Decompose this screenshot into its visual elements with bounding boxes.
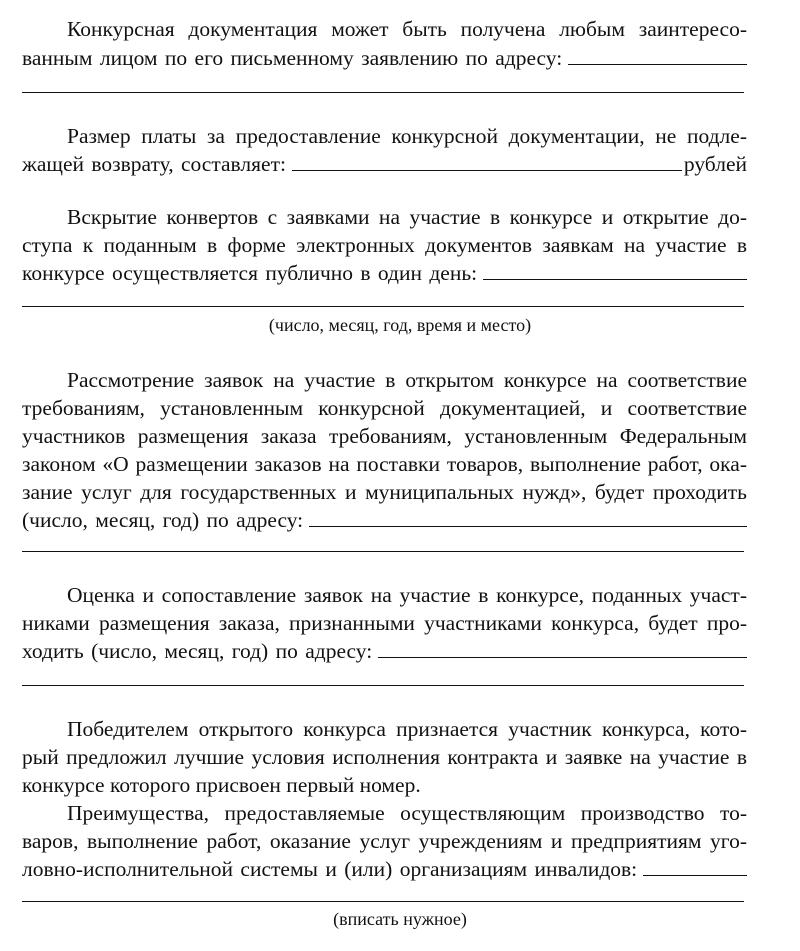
p5-line3-text: ходить (число, месяц, год) по адресу: — [22, 639, 373, 663]
p6-line2: рый предложил лучшие условия исполнения контракта и заявке на участие в — [22, 745, 747, 769]
review-address-blank[interactable] — [309, 508, 747, 527]
p2-line2 — [22, 151, 747, 177]
p7-line2: варов, выполнение работ, оказание услуг учреждениям и предприятиям уго- — [22, 829, 747, 853]
fee-blank[interactable] — [292, 152, 682, 171]
opening-date-blank[interactable] — [483, 261, 747, 280]
p2-rubles: рублей — [683, 152, 747, 176]
p6-line1: Победителем открытого конкурса признается участник конкурса, кото- — [67, 717, 747, 741]
p4-line1: Рассмотрение заявок на участие в открытом конкурсе на соответствие — [67, 368, 747, 392]
p1-line2-text: ванным лицом по его письменному заявлению по адресу: — [22, 46, 563, 70]
p7-line1: Преимущества, предоставляемые осуществляющим производство то- — [67, 801, 747, 825]
address-blank-1[interactable] — [568, 46, 747, 65]
p2-line1: Размер платы за предоставление конкурсной документации, не подле- — [67, 124, 747, 148]
benefits-line[interactable] — [22, 901, 744, 902]
p3-line1: Вскрытие конвертов с заявками на участие в конкурсе и открытие до- — [67, 205, 747, 229]
p6-line3: конкурсе которого присвоен первый номер. — [22, 773, 421, 797]
address-line-1[interactable] — [22, 92, 744, 93]
p5-line2: никами размещения заказа, признанными участниками конкурса, будет про- — [22, 611, 747, 635]
p3-line3 — [22, 260, 747, 286]
p4-line4: законом «О размещении заказов на поставки товаров, выполнение работ, ока- — [22, 452, 747, 476]
benefits-blank[interactable] — [643, 857, 747, 876]
p4-line2: требованиям, установленным конкурсной документацией, и соответствие — [22, 396, 747, 420]
p3-line3-text: конкурсе осуществляется публично в один день: — [22, 261, 478, 285]
review-address-line[interactable] — [22, 551, 744, 552]
benefits-caption: (вписать нужное) — [333, 909, 467, 929]
opening-caption: (число, месяц, год, время и место) — [268, 315, 532, 335]
p4-line3: участников размещения заказа требованиям, установленным Федеральным — [22, 424, 747, 448]
p3-line2: ступа к поданным в форме электронных документов заявкам на участие в — [22, 233, 747, 257]
p2-line2-text: жащей возврату, составляет: — [22, 152, 286, 176]
p4-line6-text: (число, месяц, год) по адресу: — [22, 508, 304, 532]
opening-date-line[interactable] — [22, 306, 744, 307]
p7-line3-text: ловно-исполнительной системы и (или) организациям инвалидов: — [22, 857, 638, 881]
p4-line5: зание услуг для государственных и муниципальных нужд», будет проходить — [22, 480, 747, 504]
p7-line3 — [22, 856, 747, 882]
p5-line3 — [22, 638, 747, 664]
p5-line1: Оценка и сопоставление заявок на участие в конкурсе, поданных участ- — [67, 583, 747, 607]
p1-line1: Конкурсная документация может быть получена любым заинтересо- — [67, 17, 747, 41]
evaluation-address-line[interactable] — [22, 685, 744, 686]
p4-line6 — [22, 507, 747, 533]
p1-line2 — [22, 45, 747, 71]
evaluation-address-blank[interactable] — [378, 639, 747, 658]
